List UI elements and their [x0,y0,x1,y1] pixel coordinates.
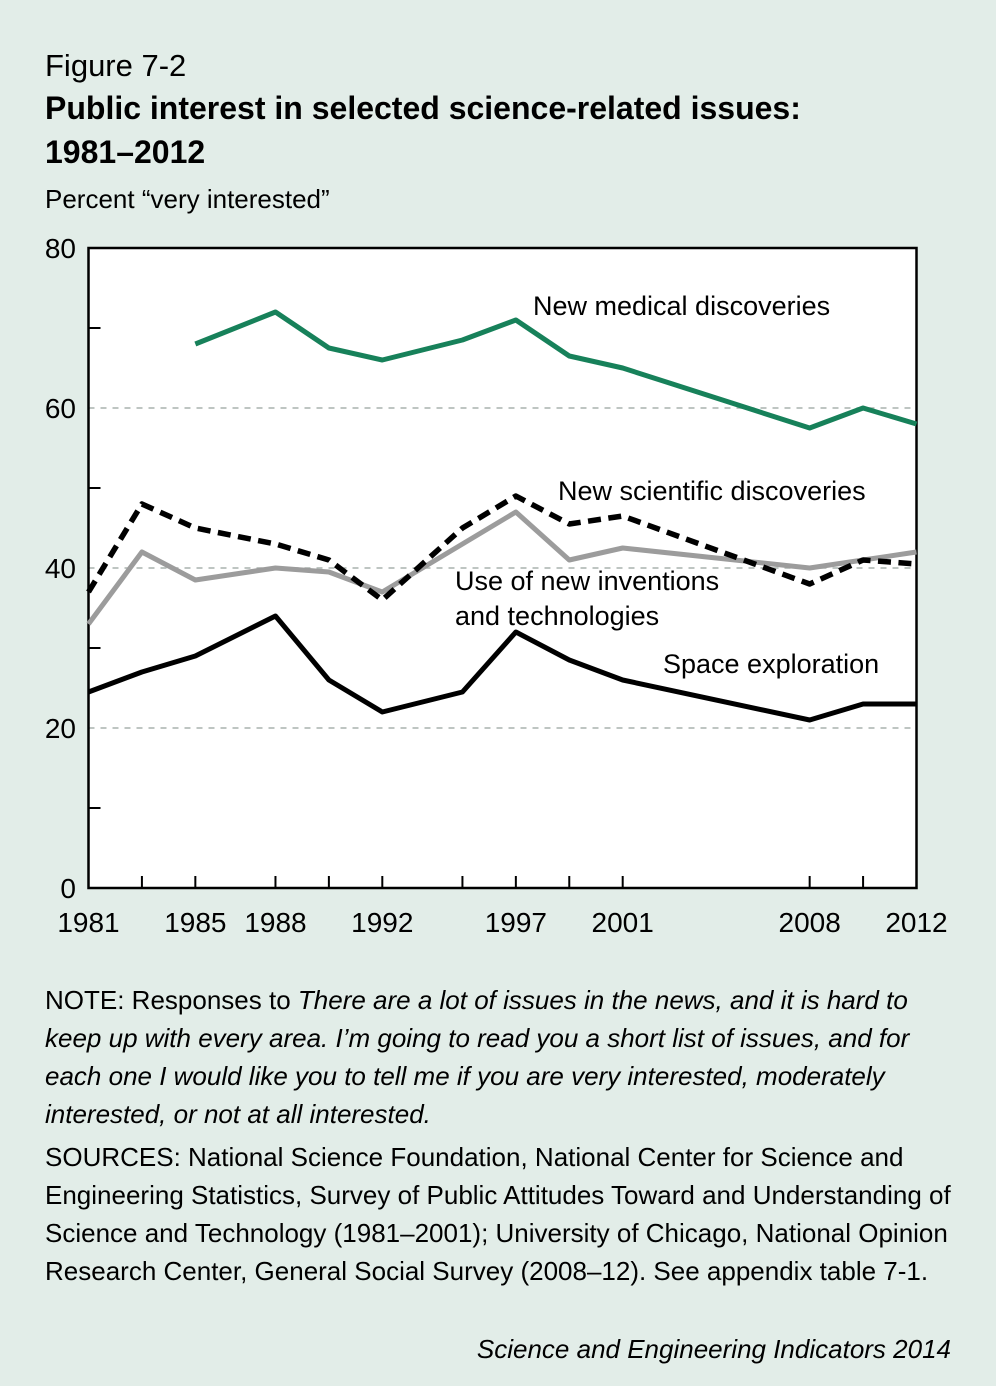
series-label-new-medical-discoveries: New medical discoveries [533,291,831,321]
x-tick-label-1985: 1985 [164,907,227,938]
x-tick-label-1981: 1981 [57,907,120,938]
figure-title-line1: Public interest in selected science-related issues: [45,90,801,126]
line-chart [0,230,996,960]
figure-label: Figure 7-2 [45,48,187,83]
note-prefix: NOTE: Responses to [45,985,298,1015]
x-tick-label-1992: 1992 [351,907,414,938]
y-axis-title: Percent “very interested” [45,184,330,214]
y-tick-label-40: 40 [44,553,76,584]
x-tick-label-2008: 2008 [778,907,841,938]
series-label-use-of-new-inventions-and-technologies: Use of new inventions [455,566,720,596]
series-label-use-of-new-inventions-and-technologies-line2: and technologies [455,601,660,631]
y-tick-label-0: 0 [60,873,76,904]
figure-title-line2: 1981–2012 [45,134,206,170]
y-tick-label-20: 20 [44,713,76,744]
figure-title [45,86,957,174]
y-tick-label-60: 60 [44,393,76,424]
x-tick-label-1997: 1997 [484,907,548,938]
series-label-new-scientific-discoveries: New scientific discoveries [558,476,866,506]
x-tick-label-2012: 2012 [885,907,948,938]
note-text [45,981,959,1133]
attribution-text: Science and Engineering Indicators 2014 [476,1334,951,1364]
sources-text: SOURCES: National Science Foundation, National Center for Science and Engineering Statistics, Survey of Public Attitudes Toward and Understanding of Science and Technology (1981–2001); University of Chicago, National Opinion Research Center, General Social Survey (2008–12). See appendix table 7-1. [45,1142,951,1286]
x-tick-label-2001: 2001 [591,907,654,938]
x-tick-label-1988: 1988 [244,907,307,938]
series-label-space-exploration: Space exploration [663,649,880,679]
y-tick-label-80: 80 [44,233,76,264]
note-survey-question: There are a lot of issues in the news, and it is hard to keep up with every area. I’m going to read you a short list of issues, and for each one I would like you to tell me if you are very interested, moderately interested, or not at all interested. [45,985,910,1129]
